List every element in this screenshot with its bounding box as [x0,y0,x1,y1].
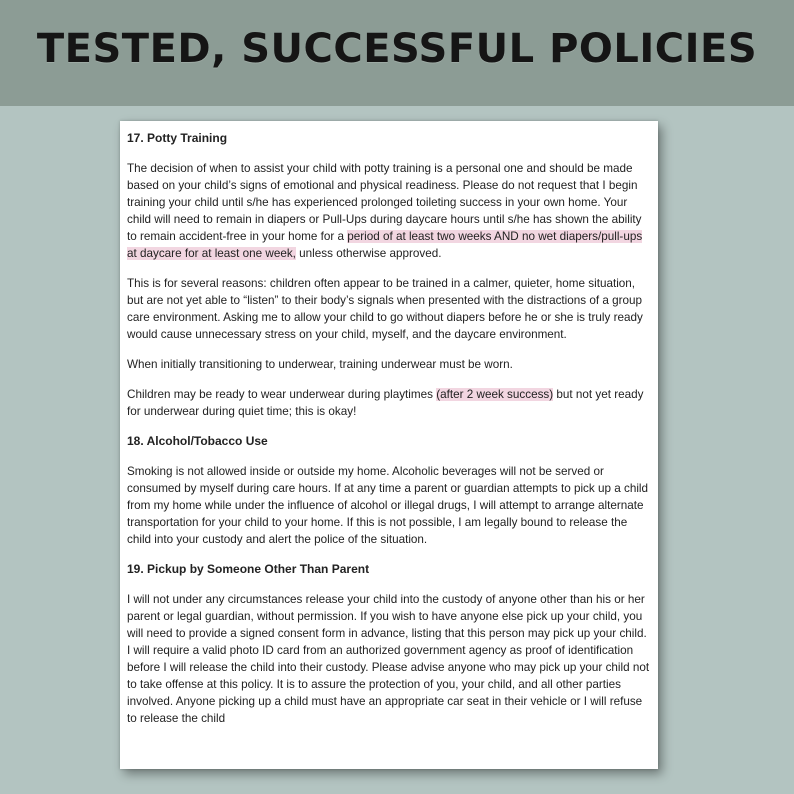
section-title-potty-training: 17. Potty Training [127,131,228,145]
paragraph-text: This is for several reasons: children often appear to be trained in a calmer, quieter, home situation, but are not yet able to “listen” to their body’s signals when presented with the distractions of a group care environment. Asking me to allow your child to go without diapers before he or she is truly ready would cause unnecessary stress on your child, myself, and the daycare environment. [127,277,643,341]
banner-title: TESTED, SUCCESSFUL POLICIES [36,26,758,72]
paragraph-text: but not yet ready for underwear during quiet time; this is okay! [127,388,644,418]
section-title-alcohol-tobacco: 18. Alcohol/Tobacco Use [127,434,268,448]
paragraph [127,275,650,343]
paragraph-text: When initially transitioning to underwear, training underwear must be worn. [127,358,513,371]
paragraph-text: The decision of when to assist your child with potty training is a personal one and should be made based on your child’s signs of emotional and physical readiness. Please do not request that I begin training your child until s/he has experienced prolonged toileting success in your own home. Your child will need to remain in diapers or Pull-Ups during daycare hours until s/he has shown the ability to remain accident-free in your home for a [127,162,642,243]
header-banner [0,0,794,106]
highlighted-text: (after 2 week success) [436,388,554,401]
policy-document-page [120,121,658,769]
paragraph [127,356,650,373]
paragraph [127,160,650,262]
document-content [127,130,650,727]
paragraph-text: Children may be ready to wear underwear during playtimes [127,388,437,401]
section-title-pickup: 19. Pickup by Someone Other Than Parent [127,562,370,576]
paragraph [127,463,650,548]
highlighted-text: period of at least two weeks AND no wet diapers/pull-ups at daycare for at least one week, [127,230,643,260]
paragraph-text: Smoking is not allowed inside or outside my home. Alcoholic beverages will not be served or consumed by myself during care hours. If at any time a parent or guardian attempts to pick up a child from my home while under the influence of alcohol or illegal drugs, I will attempt to arrange alternate transportation for your child to your home. If this is not possible, I am legally bound to release the child into your custody and alert the police of the situation. [127,465,649,546]
paragraph-text: I will not under any circumstances release your child into the custody of anyone other than his or her parent or legal guardian, without permission. If you wish to have anyone else pick up your child, you will need to provide a signed consent form in advance, listing that this person may pick up your child. I will require a valid photo ID card from an authorized government agency as proof of identification before I will release the child into their custody. Please advise anyone who may pick up your child not to take offense at this policy. It is to assure the protection of you, your child, and all other parties involved. Anyone picking up a child must have an appropriate car seat in their vehicle or I will refuse to release the child [127,593,650,725]
paragraph-text: unless otherwise approved. [295,247,442,260]
paragraph [127,591,650,727]
paragraph [127,386,650,420]
